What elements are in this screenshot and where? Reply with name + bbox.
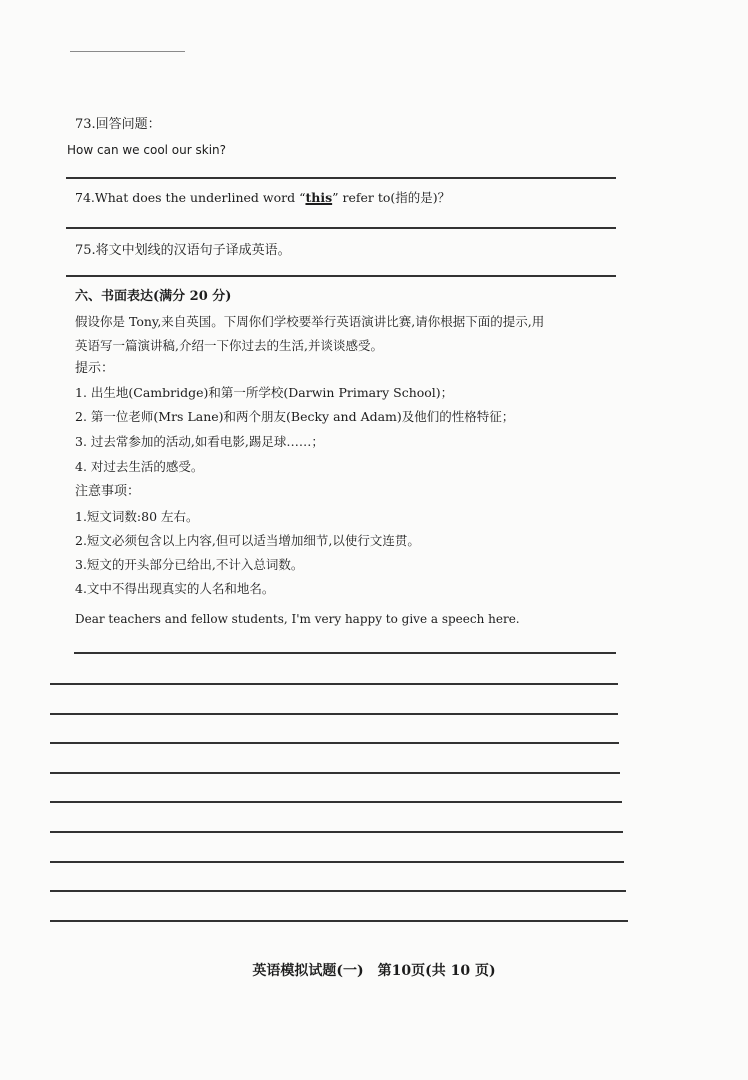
top-rule [70,51,185,52]
writing-line [50,801,622,803]
writing-line [50,683,618,685]
note-item: 2.短文必须包含以上内容,但可以适当增加细节,以使行文连贯。 [75,533,420,548]
hint-item: 1. 出生地(Cambridge)和第一所学校(Darwin Primary School)； [75,385,454,400]
writing-line [50,920,628,922]
q74-question [75,190,450,206]
page-footer: 英语模拟试题(一) 第10页(共 10 页) [252,963,496,979]
writing-line [50,861,624,863]
note-item: 3.短文的开头部分已给出,不计入总词数。 [75,557,304,572]
writing-line [50,831,623,833]
writing-heading: 六、书面表达(满分 20 分) [75,289,232,304]
hint-item: 4. 对过去生活的感受。 [75,459,204,474]
writing-line [50,742,619,744]
q74-open-quote: “ [299,190,306,205]
q73-label: 73.回答问题： [75,117,161,132]
speech-opening: Dear teachers and fellow students, I'm very happy to give a speech here. [75,612,520,626]
note-item: 4.文中不得出现真实的人名和地名。 [75,581,275,596]
writing-intro-line2: 英语写一篇演讲稿,介绍一下你过去的生活,并谈谈感受。 [75,338,383,353]
writing-intro-line1: 假设你是 Tony,来自英国。下周你们学校要举行英语演讲比赛,请你根据下面的提示,用 [75,314,545,329]
q74-suffix: refer to(指的是)？ [342,190,451,205]
hint-item: 2. 第一位老师(Mrs Lane)和两个朋友(Becky and Adam)及他们的性格特征； [75,409,515,424]
q74-prefix: 74.What does the underlined word [75,190,296,205]
writing-line [74,652,616,654]
writing-line [50,772,620,774]
q73-question: How can we cool our skin? [67,143,227,157]
hints-title: 提示： [75,361,115,376]
q74-underlined-word: this [305,190,333,205]
answer-line-74 [66,227,616,229]
writing-line [50,713,618,715]
hint-item: 3. 过去常参加的活动,如看电影,踢足球……； [75,434,324,449]
answer-line-75 [66,275,616,277]
answer-line-73 [66,177,616,179]
q75-label: 75.将文中划线的汉语句子译成英语。 [75,243,291,258]
notes-title: 注意事项： [75,484,141,499]
note-item: 1.短文词数:80 左右。 [75,509,199,524]
writing-line [50,890,626,892]
q74-close-quote: ” [332,190,339,205]
